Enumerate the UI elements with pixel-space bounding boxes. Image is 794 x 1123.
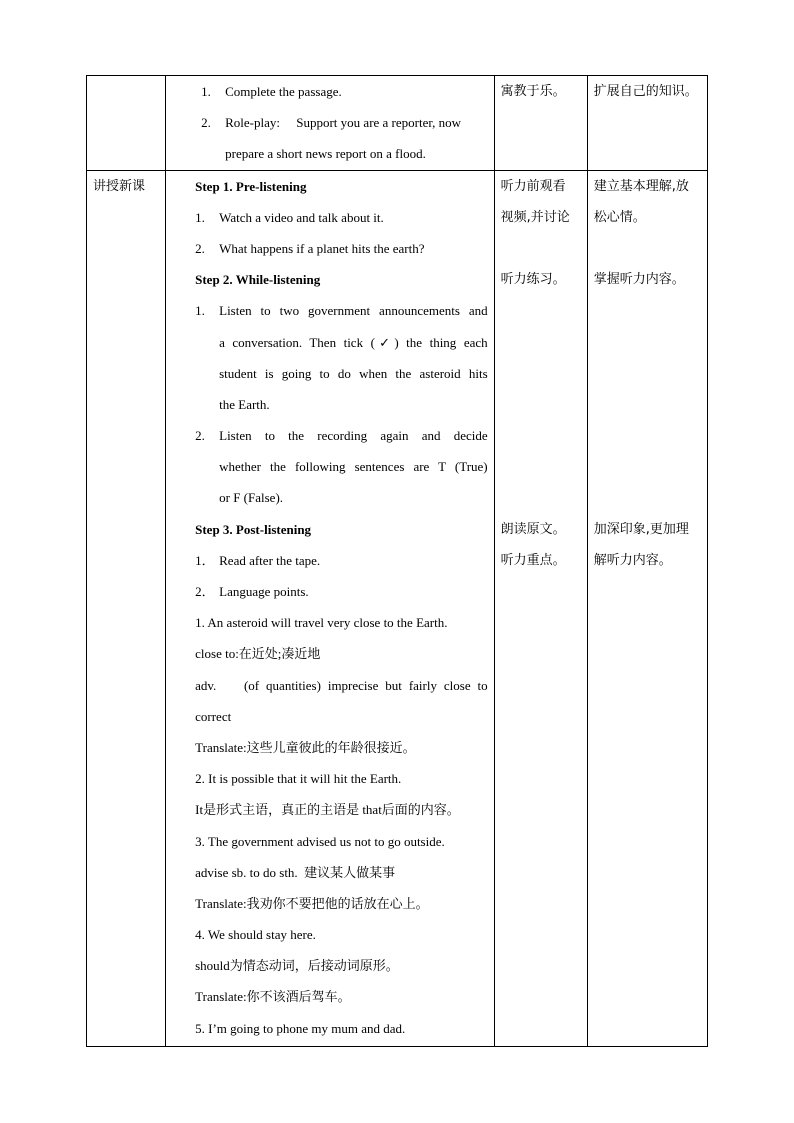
list-item: prepare a short news report on a flood. <box>225 146 426 162</box>
language-point: close to:在近处;凑近地 <box>195 646 321 662</box>
list-item: 2． Language points. <box>195 584 309 599</box>
section-cell <box>87 170 166 1046</box>
lesson-plan-table <box>86 75 708 1047</box>
list-item: 2. Role-play: Support you are a reporter, now <box>201 115 462 131</box>
list-item: 1. Listen to two government announcements and a conversation. Then tick (✓) the thing each student is going to do when the asteroid hits the Earth. <box>195 303 488 412</box>
goal-cell: 扩展自己的知识。 <box>587 76 707 171</box>
activity-cell <box>166 76 495 171</box>
step-title: Step 1. Pre-listening <box>195 178 307 194</box>
list-item: 2. Listen to the recording again and decide whether the following sentences are T (True) or F (False). <box>195 428 488 506</box>
table-row <box>87 170 708 1046</box>
language-point: should为情态动词，后接动词原形。 <box>195 958 399 974</box>
language-point: 1. An asteroid will travel very close to the Earth. <box>195 615 448 631</box>
step-title: Step 3. Post-listening <box>195 521 312 537</box>
language-point: 2. It is possible that it will hit the Earth. <box>195 771 402 787</box>
language-point: It是形式主语，真正的主语是 that后面的内容。 <box>195 802 460 818</box>
language-point: Translate:你不该酒后驾车。 <box>195 989 351 1005</box>
purpose-cell: 听力前观看 视频,并讨论 听力练习。 朗读原文。 听力重点。 <box>494 170 587 1046</box>
list-item: 1. Complete the passage. <box>201 84 342 99</box>
language-point: Translate:这些儿童彼此的年龄很接近。 <box>195 739 416 755</box>
list-item: 1. Watch a video and talk about it. <box>195 209 384 225</box>
section-cell <box>87 76 166 171</box>
language-point: 5. I’m going to phone my mum and dad. <box>195 1020 406 1036</box>
step-title: Step 2. While-listening <box>195 272 321 288</box>
section-label: 讲授新课 <box>93 178 146 194</box>
language-point: adv. (of quantities) imprecise but fairly close to <box>195 677 488 693</box>
goal-cell: 建立基本理解,放 松心情。 掌握听力内容。 加深印象,更加理 解听力内容。 <box>587 170 707 1046</box>
language-point: Translate:我劝你不要把他的话放在心上。 <box>195 895 429 911</box>
language-point: advise sb. to do sth. 建议某人做某事 <box>195 864 396 880</box>
table-row <box>87 76 708 171</box>
list-item: 1． Read after the tape. <box>195 552 321 568</box>
language-point: correct <box>195 708 232 724</box>
language-point: 3. The government advised us not to go outside. <box>195 833 445 849</box>
activity-cell <box>166 170 495 1046</box>
language-point: 4. We should stay here. <box>195 927 316 943</box>
purpose-cell: 寓教于乐。 <box>494 76 587 171</box>
list-item: 2. What happens if a planet hits the earth? <box>195 240 425 256</box>
